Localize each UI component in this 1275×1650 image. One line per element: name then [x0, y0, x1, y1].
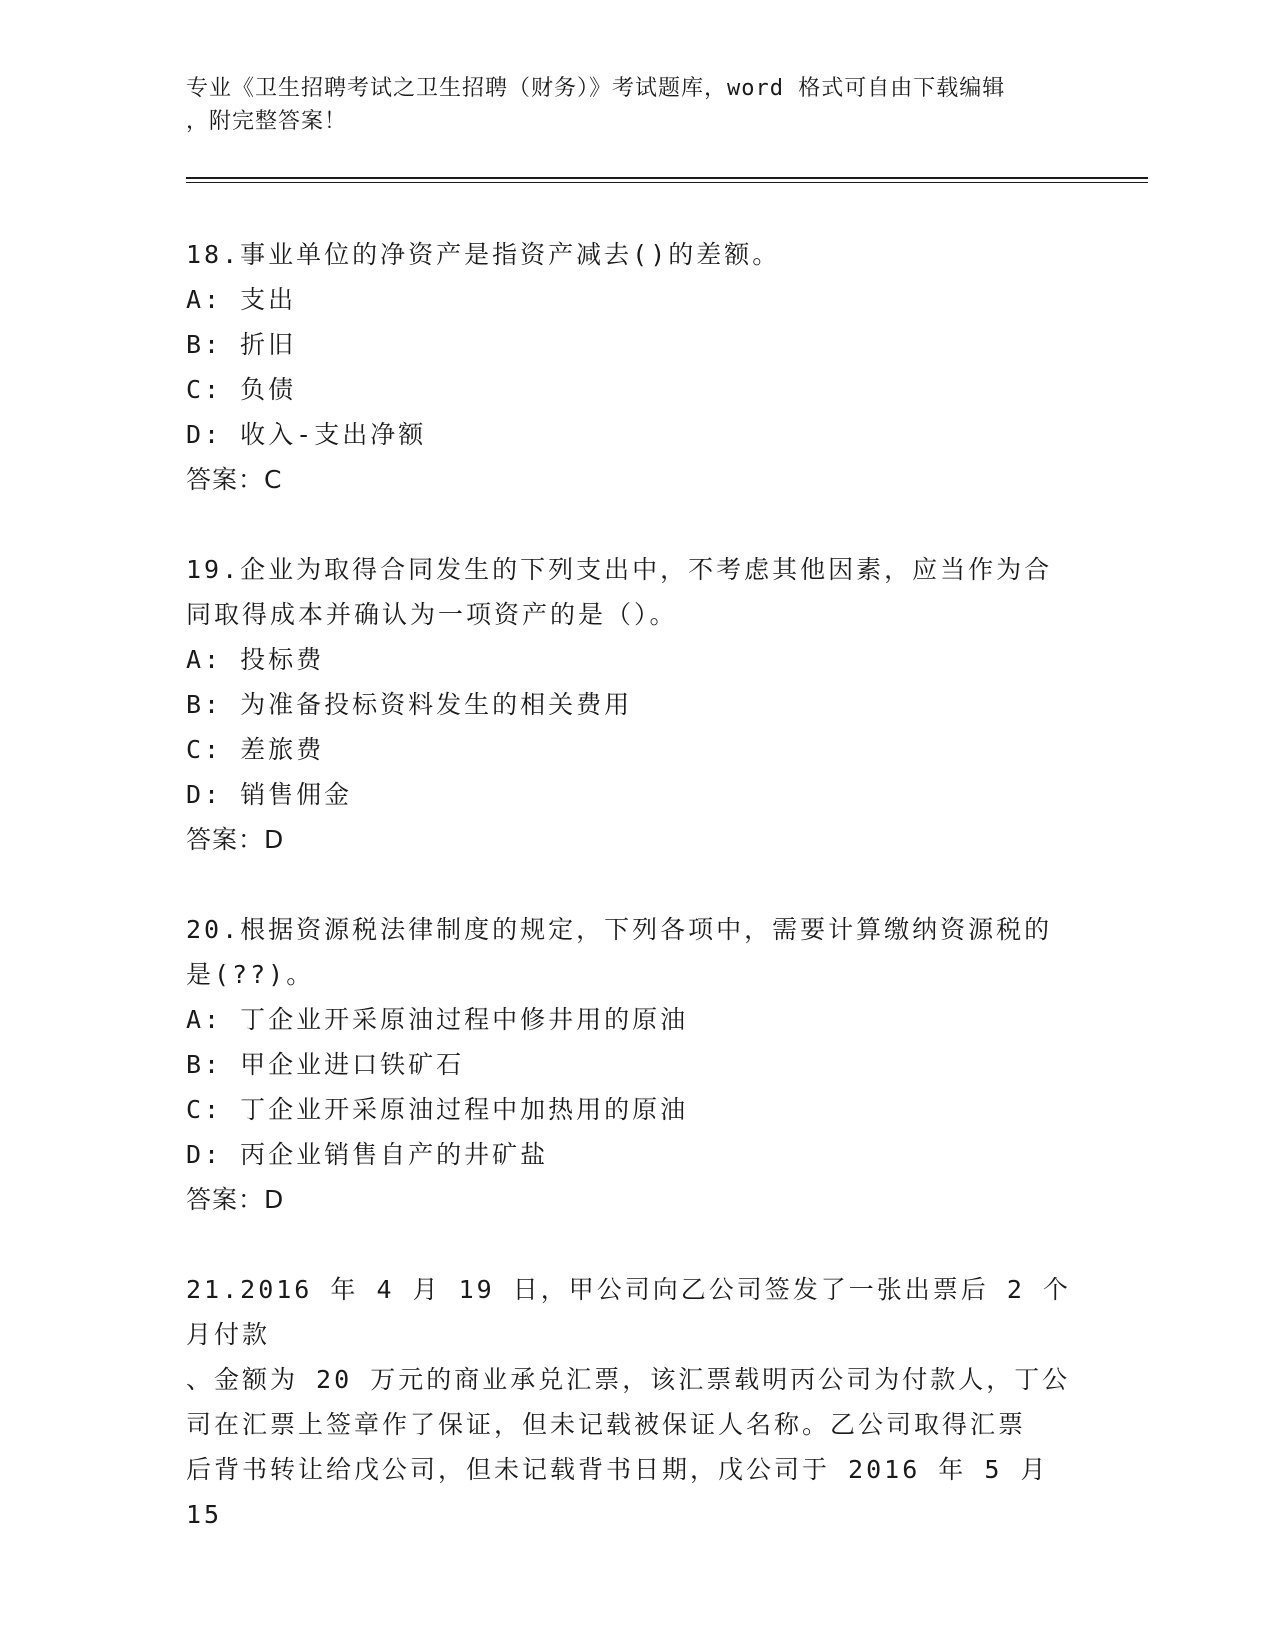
option-d: D: 丙企业销售自产的井矿盐 — [186, 1140, 549, 1169]
option-b: B: 为准备投标资料发生的相关费用 — [186, 690, 633, 719]
document-header — [186, 72, 1076, 138]
question-text: 18.事业单位的净资产是指资产减去()的差额。 — [186, 240, 781, 269]
option-c: C: 丁企业开采原油过程中加热用的原油 — [186, 1095, 689, 1124]
question-list — [186, 232, 1076, 1537]
answer-line: 答案：D — [186, 1185, 285, 1214]
option-b: B: 折旧 — [186, 330, 297, 359]
question-text: 21.2016 年 4 月 19 日，甲公司向乙公司签发了一张出票后 2 个月付款 — [186, 1275, 1071, 1349]
option-d: D: 收入-支出净额 — [186, 420, 427, 449]
question-text: 20.根据资源税法律制度的规定，下列各项中，需要计算缴纳资源税的 — [186, 915, 1053, 944]
question-21 — [186, 1267, 1076, 1537]
question-text-continued: 后背书转让给戊公司，但未记载背书日期，戊公司于 2016 年 5 月 15 — [186, 1455, 1049, 1529]
header-divider-thin — [186, 182, 1148, 183]
question-text: 19.企业为取得合同发生的下列支出中，不考虑其他因素，应当作为合 — [186, 555, 1053, 584]
answer-line: 答案：D — [186, 825, 285, 854]
header-line-2: ，附完整答案！ — [186, 109, 348, 134]
question-18 — [186, 232, 1076, 502]
option-a: A: 投标费 — [186, 645, 325, 674]
option-c: C: 负债 — [186, 375, 297, 404]
question-20 — [186, 907, 1076, 1222]
header-line-1: 专业《卫生招聘考试之卫生招聘（财务）》考试题库，word 格式可自由下载编辑 — [186, 76, 1006, 101]
option-a: A: 丁企业开采原油过程中修井用的原油 — [186, 1005, 689, 1034]
option-d: D: 销售佣金 — [186, 780, 353, 809]
question-text-continued: 是(??)。 — [186, 960, 315, 989]
question-text-continued: 同取得成本并确认为一项资产的是（）。 — [186, 600, 678, 629]
question-19 — [186, 547, 1076, 862]
question-text-continued: 、金额为 20 万元的商业承兑汇票，该汇票载明丙公司为付款人，丁公 — [186, 1365, 1071, 1394]
option-b: B: 甲企业进口铁矿石 — [186, 1050, 465, 1079]
answer-line: 答案：C — [186, 465, 283, 494]
question-text-continued: 司在汇票上签章作了保证，但未记载被保证人名称。乙公司取得汇票 — [186, 1410, 1027, 1439]
option-a: A: 支出 — [186, 285, 297, 314]
header-divider-thick — [186, 177, 1148, 179]
option-c: C: 差旅费 — [186, 735, 325, 764]
